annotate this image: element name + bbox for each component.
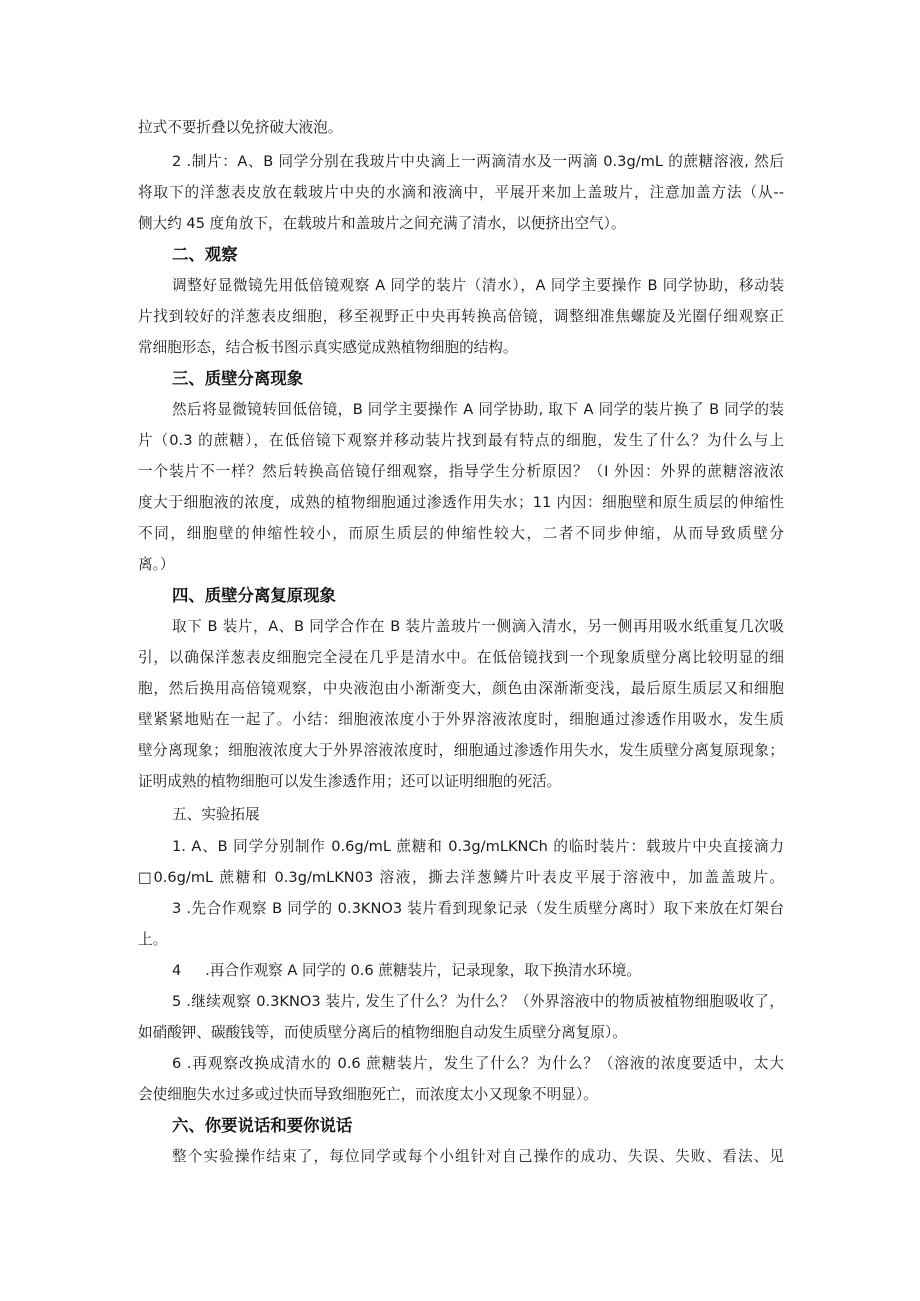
paragraph-line: 上。 xyxy=(138,931,168,948)
paragraph-line: 离。） xyxy=(138,556,175,573)
paragraph-line: 整个实验操作结束了，每位同学或每个小组针对自己操作的成功、失误、失败、看法、见 xyxy=(172,1148,784,1165)
paragraph-line: 5 .继续观察 0.3KNO3 装片, 发生了什么？为什么？（外界溶液中的物质被植物细胞吸收了， xyxy=(172,993,784,1010)
paragraph-line: 壁紧紧地贴在一起了。小结：细胞液浓度小于外界溶液浓度时，细胞通过渗透作用吸水，发生质 xyxy=(138,711,784,728)
paragraph-line: 拉式不要折叠以免挤破大液泡。 xyxy=(138,119,343,136)
paragraph-line: 壁分离现象；细胞液浓度大于外界溶液浓度时，细胞通过渗透作用失水，发生质壁分离复原现象； xyxy=(138,742,784,759)
paragraph-line: 将取下的洋葱表皮放在载玻片中央的水滴和液滴中，平展开来加上盖玻片，注意加盖方法（从-- xyxy=(138,184,784,201)
paragraph-line: 如硝酸钾、碳酸钱等，而使质壁分离后的植物细胞自动发生质壁分离复原）。 xyxy=(138,1024,627,1041)
paragraph-line: 片找到较好的洋葱表皮细胞，移至视野正中央再转换高倍镜，调整细准焦螺旋及光圈仔细观察正 xyxy=(138,308,784,325)
section-heading-extension: 五、实验拓展 xyxy=(172,806,260,823)
paragraph-line: 度大于细胞液的浓度，成熟的植物细胞通过渗透作用失水；11 内因：细胞壁和原生质层的伸缩性 xyxy=(138,494,784,511)
paragraph-line: 会使细胞失水过多或过快而导致细胞死亡，而浓度太小又现象不明显）。 xyxy=(138,1086,598,1103)
paragraph-line: 然后将显微镜转回低倍镜，B 同学主要操作 A 同学协助, 取下 A 同学的装片换了 B 同学的装 xyxy=(172,401,784,418)
paragraph-line: 6 .再观察改换成清水的 0.6 蔗糖装片，发生了什么？为什么？（溶液的浓度要适中，太大 xyxy=(172,1055,784,1072)
section-heading-observe: 二、观察 xyxy=(172,245,238,264)
paragraph-line: 引，以确保洋葱表皮细胞完全浸在几乎是清水中。在低倍镜找到一个现象质壁分离比较明显的细 xyxy=(138,649,784,666)
paragraph-line: □0.6g∕mL 蔗糖和 0.3g∕mLKN03 溶液，撕去洋葱鳞片叶表皮平展于溶液中，加盖盖玻片。 xyxy=(138,869,784,886)
paragraph-line: 4 .再合作观察 A 同学的 0.6 蔗糖装片，记录现象，取下换清水环境。 xyxy=(172,962,641,979)
paragraph-line: 2 .制片：A、B 同学分别在我玻片中央滴上一两滴清水及一两滴 0.3g/mL 的蔗糖溶液, 然后 xyxy=(172,153,784,170)
section-heading-deplasmolysis: 四、质壁分离复原现象 xyxy=(172,586,336,605)
paragraph-line: 1. A、B 同学分别制作 0.6g/mL 蔗糖和 0.3g/mLKNCh 的临时装片：载玻片中央直接滴力 xyxy=(172,838,784,855)
paragraph-line: 调整好显微镜先用低倍镜观察 A 同学的装片（清水），A 同学主要操作 B 同学协助，移动装 xyxy=(172,277,784,294)
paragraph-line: 取下 B 装片，A、B 同学合作在 B 装片盖玻片一侧滴入清水，另一侧再用吸水纸重复几次吸 xyxy=(172,618,784,635)
paragraph-line: 片（0.3 的蔗糖），在低倍镜下观察并移动装片找到最有特点的细胞，发生了什么？为什么与上 xyxy=(138,432,784,449)
paragraph-line: 不同，细胞壁的伸缩性较小，而原生质层的伸缩性较大，二者不同步伸缩，从而导致质壁分 xyxy=(138,525,784,542)
paragraph-line: 侧大约 45 度角放下，在载玻片和盖玻片之间充满了清水，以便挤出空气）。 xyxy=(138,215,626,232)
paragraph-line: 一个装片不一样？然后转换高倍镜仔细观察，指导学生分析原因？（I 外因：外界的蔗糖溶液浓 xyxy=(138,463,784,480)
section-heading-discussion: 六、你要说话和要你说话 xyxy=(172,1116,353,1135)
paragraph-line: 胞，然后换用高倍镜观察，中央液泡由小渐渐变大，颜色由深渐渐变浅，最后原生质层又和细胞 xyxy=(138,680,784,697)
section-heading-plasmolysis: 三、质壁分离现象 xyxy=(172,369,304,388)
paragraph-line: 常细胞形态，结合板书图示真实感觉成熟植物细胞的结构。 xyxy=(138,339,518,356)
paragraph-line: 3 .先合作观察 B 同学的 0.3KNO3 装片看到现象记录（发生质壁分离时）取下来放在灯架台 xyxy=(172,900,784,917)
paragraph-line: 证明成熟的植物细胞可以发生渗透作用；还可以证明细胞的死活。 xyxy=(138,773,562,790)
